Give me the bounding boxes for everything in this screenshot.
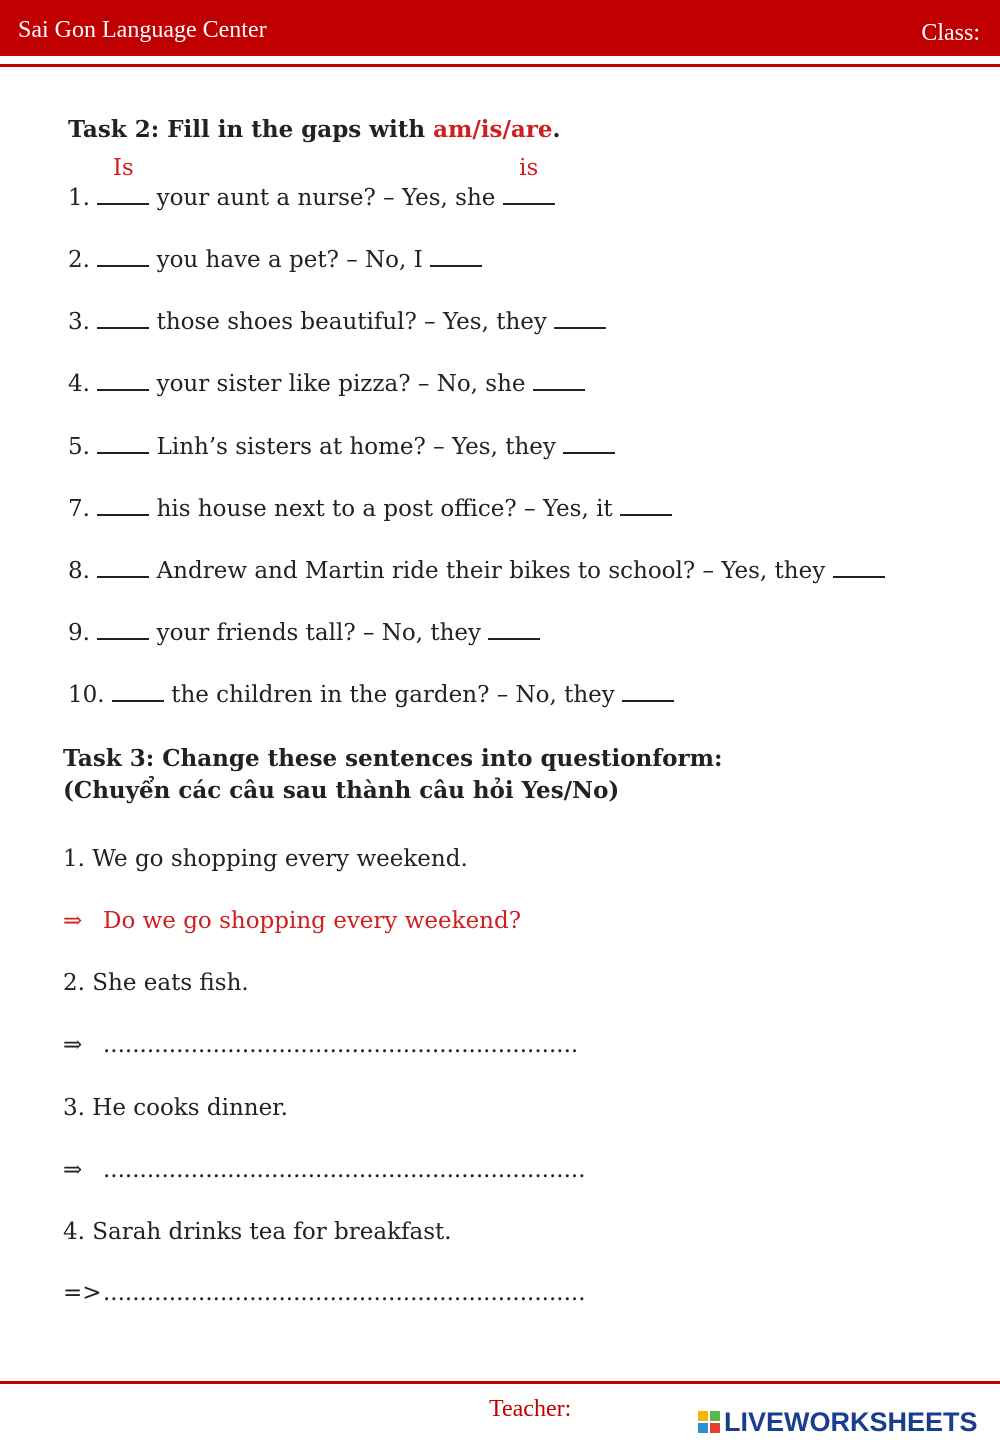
task3-title: Task 3: Change these sentences into questionform: [63, 745, 723, 772]
gap-7a[interactable] [97, 496, 149, 516]
item-text: Linh’s sisters at home? – Yes, they [149, 434, 564, 460]
item-text: your sister like pizza? – No, she [149, 371, 533, 397]
item-text: those shoes beautiful? – Yes, they [149, 309, 555, 335]
gap-5b[interactable] [563, 434, 615, 454]
task3-sentence-4: 4. Sarah drinks tea for breakfast. [63, 1219, 452, 1245]
arrow-ascii: => [63, 1280, 102, 1306]
gap-2b[interactable] [430, 247, 482, 267]
task2-title-highlight: am/is/are [433, 116, 553, 143]
task3-subtitle: (Chuyển các câu sau thành câu hỏi Yes/No) [63, 777, 620, 804]
item-number: 3. [68, 309, 90, 335]
gap-5a[interactable] [97, 434, 149, 454]
answer-dots: ................................................................. [103, 1032, 579, 1058]
task3-answer-3[interactable] [63, 1157, 586, 1183]
task2-item-8 [68, 558, 885, 584]
answer-text: Is [112, 155, 134, 181]
task3-sentence-3: 3. He cooks dinner. [63, 1095, 288, 1121]
item-text: your aunt a nurse? – Yes, she [149, 185, 503, 211]
header-bar [0, 0, 1000, 56]
item-number: 8. [68, 558, 90, 584]
task2-item-5 [68, 434, 615, 460]
gap-1a[interactable] [97, 155, 149, 205]
item-number: 9. [68, 620, 90, 646]
task2-item-3 [68, 309, 606, 335]
task3-answer-2[interactable] [63, 1032, 578, 1058]
task3-answer-1 [63, 908, 521, 934]
item-number: 2. [68, 247, 90, 273]
gap-10a[interactable] [112, 682, 164, 702]
item-number: 7. [68, 496, 90, 522]
task2-item-4 [68, 371, 585, 397]
center-name: Sai Gon Language Center [18, 17, 267, 43]
logo-text: LIVEWORKSHEETS [724, 1406, 978, 1437]
gap-8a[interactable] [97, 558, 149, 578]
gap-10b[interactable] [622, 682, 674, 702]
task2-title-text: Task 2: Fill in the gaps with [68, 116, 434, 143]
answer-text: is [519, 155, 539, 181]
item-number: 1. [68, 185, 90, 211]
task2-item-2 [68, 247, 482, 273]
item-number: 5. [68, 434, 90, 460]
teacher-label: Teacher: [489, 1396, 572, 1422]
item-text: Andrew and Martin ride their bikes to school? – Yes, they [149, 558, 833, 584]
gap-4a[interactable] [97, 371, 149, 391]
task2-item-10 [68, 682, 674, 708]
item-number: 10. [68, 682, 105, 708]
gap-3a[interactable] [97, 309, 149, 329]
gap-4b[interactable] [533, 371, 585, 391]
task3-sentence-2: 2. She eats fish. [63, 970, 249, 996]
item-text: you have a pet? – No, I [149, 247, 431, 273]
gap-3b[interactable] [554, 309, 606, 329]
gap-8b[interactable] [833, 558, 885, 578]
task3-sentence-1: 1. We go shopping every weekend. [63, 846, 468, 872]
item-text: the children in the garden? – No, they [163, 682, 623, 708]
task3-answer-4[interactable] [63, 1280, 586, 1306]
class-label: Class: [921, 20, 980, 46]
footer-divider [0, 1381, 1000, 1384]
task2-item-1 [68, 155, 555, 211]
gap-1b[interactable] [503, 155, 555, 205]
header-divider [0, 64, 1000, 67]
answer-dots: .................................................................. [103, 1280, 586, 1306]
arrow-icon: ⇒ [63, 1032, 83, 1058]
arrow-icon: ⇒ [63, 908, 83, 934]
answer-text: Do we go shopping every weekend? [103, 908, 522, 934]
item-text: his house next to a post office? – Yes, it [149, 496, 620, 522]
task2-title [68, 116, 561, 143]
gap-9b[interactable] [488, 620, 540, 640]
task2-item-7 [68, 496, 672, 522]
arrow-icon: ⇒ [63, 1157, 83, 1183]
item-number: 4. [68, 371, 90, 397]
logo-grid-icon [698, 1411, 720, 1433]
gap-9a[interactable] [97, 620, 149, 640]
task2-title-suffix: . [552, 116, 561, 143]
answer-dots: .................................................................. [103, 1157, 586, 1183]
task2-item-9 [68, 620, 540, 646]
liveworksheets-logo [698, 1408, 978, 1436]
gap-2a[interactable] [97, 247, 149, 267]
gap-7b[interactable] [620, 496, 672, 516]
item-text: your friends tall? – No, they [149, 620, 489, 646]
